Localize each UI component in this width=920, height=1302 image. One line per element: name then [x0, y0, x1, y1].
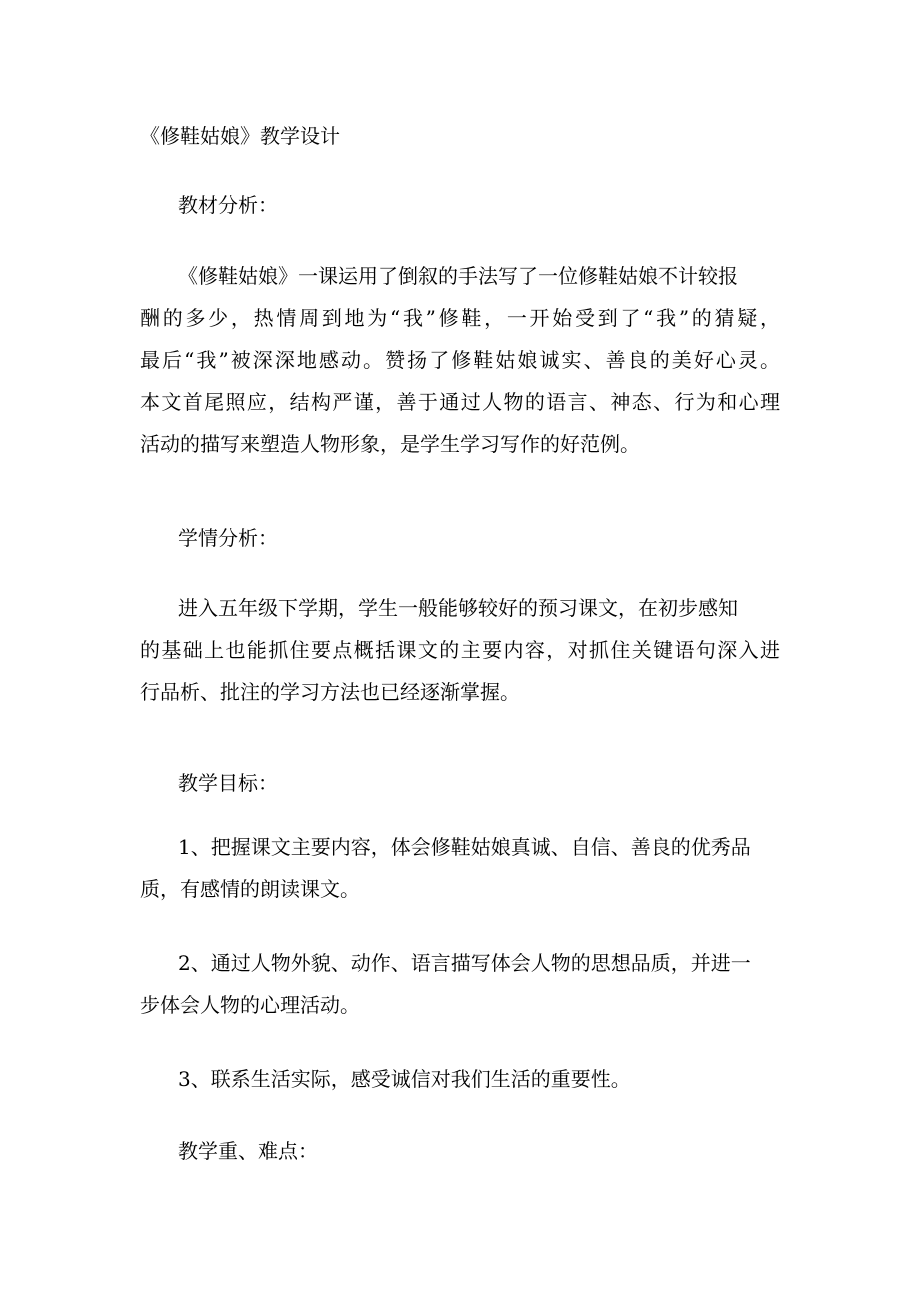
paragraph-line: 行品析、批注的学习方法也已经逐渐掌握。 [140, 680, 520, 704]
document-title: 《修鞋姑娘》教学设计 [140, 124, 340, 148]
section-heading-textbook-analysis: 教材分析： [178, 193, 278, 217]
goal-line: 质，有感情的朗读课文。 [140, 877, 360, 901]
paragraph-line: 活动的描写来塑造人物形象，是学生学习写作的好范例。 [140, 432, 640, 456]
paragraph-line: 最后“我”被深深地感动。赞扬了修鞋姑娘诚实、善良的美好心灵。 [140, 348, 780, 372]
section-heading-teaching-goals: 教学目标： [178, 771, 278, 795]
paragraph-line: 酬的多少，热情周到地为“我”修鞋，一开始受到了“我”的猜疑， [140, 306, 780, 330]
paragraph-line: 本文首尾照应，结构严谨，善于通过人物的语言、神态、行为和心理 [140, 390, 780, 414]
paragraph-line: 的基础上也能抓住要点概括课文的主要内容，对抓住关键语句深入进 [140, 638, 780, 662]
section-heading-student-analysis: 学情分析： [178, 526, 278, 550]
paragraph-line: 进入五年级下学期，学生一般能够较好的预习课文，在初步感知 [178, 596, 738, 620]
goal-line: 3、联系生活实际，感受诚信对我们生活的重要性。 [178, 1067, 631, 1091]
goal-line: 2、通过人物外貌、动作、语言描写体会人物的思想品质，并进一 [178, 951, 751, 975]
goal-line: 步体会人物的心理活动。 [140, 993, 360, 1017]
goal-line: 1、把握课文主要内容，体会修鞋姑娘真诚、自信、善良的优秀品 [178, 835, 751, 859]
paragraph-line: 《修鞋姑娘》一课运用了倒叙的手法写了一位修鞋姑娘不计较报 [178, 264, 738, 288]
section-heading-key-difficulties: 教学重、难点： [178, 1139, 318, 1163]
